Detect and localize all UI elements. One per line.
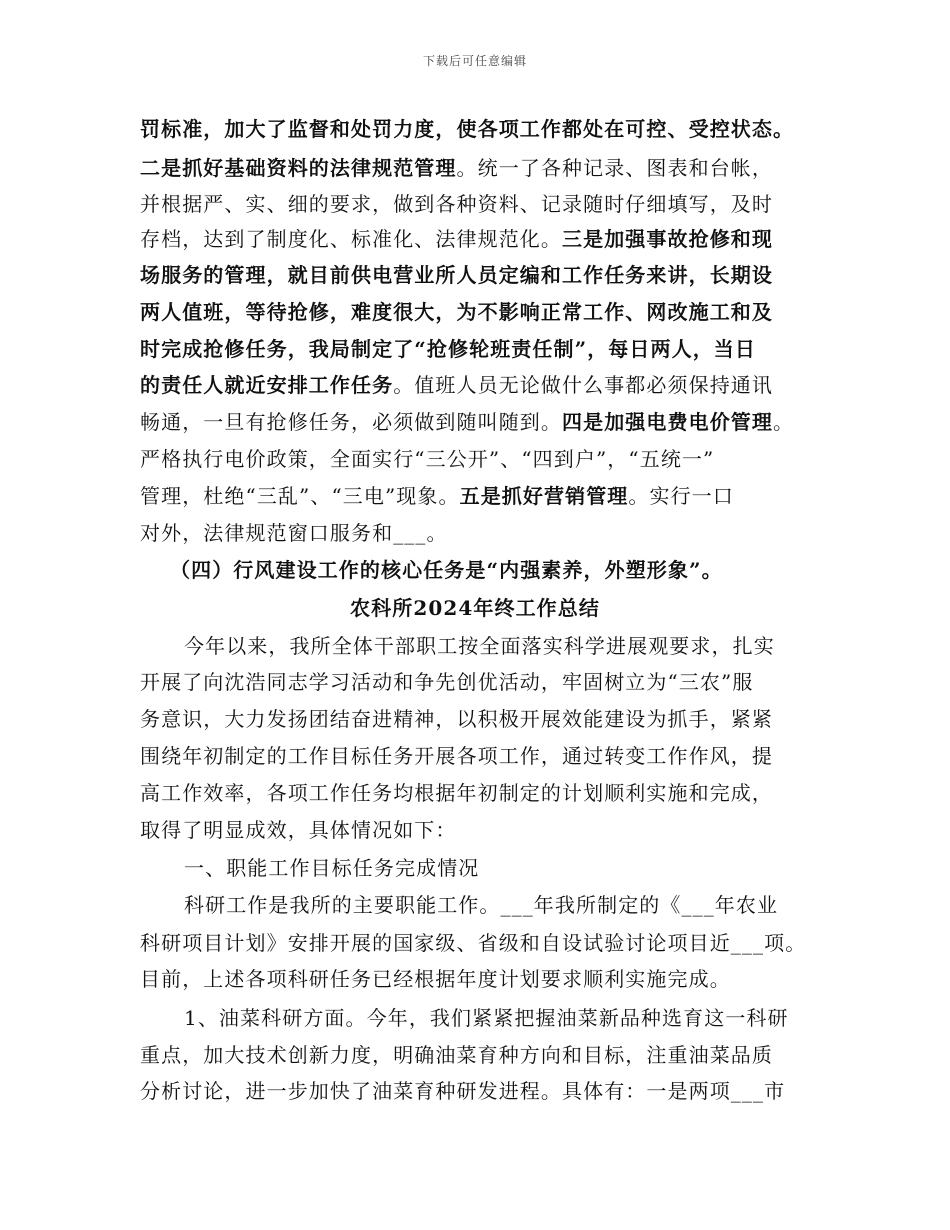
bold-text: 五是抓好营销管理 (459, 484, 629, 508)
text: 。统一了各种记录、图表和台帐， (456, 156, 773, 180)
text: 一、职能工作目标任务完成情况 (184, 856, 480, 880)
text: 。 (773, 410, 795, 434)
text: 。实行一口 (628, 484, 734, 508)
text: 畅通，一旦有抢修任务，必须做到随叫随到。 (140, 410, 562, 434)
text: 重点，加大技术创新力度，明确油菜育种方向和目标，注重油菜品质 (140, 1043, 773, 1067)
text-line (140, 890, 778, 920)
text: 科研项目计划》安排开展的国家级、省级和自设试验讨论项目近___项。 (140, 931, 807, 955)
text: 并根据严、实、细的要求，做到各种资料、记录随时仔细填写，及时 (140, 192, 773, 216)
text: 科研工作是我所的主要职能工作。___年我所制定的《___年农业 (184, 893, 779, 917)
text-line (140, 297, 773, 327)
text-line (140, 334, 756, 364)
text-line (140, 741, 773, 771)
text-line (140, 189, 773, 219)
bold-text: 两人值班，等待抢修，难度很大，为不影响正常工作、网改施工和及 (140, 300, 773, 324)
text: 开展了向沈浩同志学习活动和争先创优活动，牢固树立为“三农”服 (140, 670, 754, 694)
bold-text: 农科所2024年终工作总结 (350, 596, 600, 620)
bold-text: 时完成抢修任务，我局制定了“抢修轮班责任制”，每日两人，当日 (140, 337, 757, 361)
text: 今年以来，我所全体干部职工按全面落实科学进展观要求，扎实 (184, 634, 775, 658)
text: 围绕年初制定的工作目标任务开展各项工作，通过转变工作作风，提 (140, 744, 773, 768)
document-title (0, 593, 950, 623)
text-line (140, 1003, 789, 1033)
header-note: 下载后可任意编辑 (422, 54, 527, 68)
text-line (140, 224, 773, 254)
text: 目前，上述各项科研任务已经根据年度计划要求顺利实施完成。 (140, 967, 731, 991)
bold-text: 二是抓好基础资料的法律规范管理 (140, 156, 457, 180)
text: 。值班人员无论做什么事都必须保持通讯 (393, 373, 774, 397)
text-line (140, 444, 714, 474)
text-line (140, 1040, 773, 1070)
text-line (140, 853, 479, 883)
text: 存档，达到了制度化、标准化、法律规范化。 (140, 227, 562, 251)
text-line (140, 964, 731, 994)
text-line (140, 928, 806, 958)
text: 对外，法律规范窗口服务和___。 (140, 521, 448, 545)
text: 分析讨论，进一步加快了油菜育种研发进程。具体有：一是两项___市 (140, 1079, 786, 1103)
bold-text: 罚标准，加大了监督和处罚力度，使各项工作都处在可控、受控状态。 (140, 117, 795, 141)
bold-text: 三是加强事故抢修和现 (562, 227, 773, 251)
text-line (140, 114, 794, 144)
bold-text: 四是加强电费电价管理 (562, 410, 773, 434)
text-line (140, 667, 753, 697)
text-line (140, 407, 794, 437)
bold-text: （四）行风建设工作的核心任务是“内强素养，外塑形象”。 (170, 558, 723, 582)
bold-text: 的责任人就近安排工作任务 (140, 373, 394, 397)
text-line (140, 815, 457, 845)
text-line (140, 260, 773, 290)
text-line (140, 481, 734, 511)
text-line (140, 631, 775, 661)
text-line (140, 153, 773, 183)
text: 1、油菜科研方面。今年，我们紧紧把握油菜新品种选育这一科研 (184, 1006, 789, 1030)
text-line (140, 778, 773, 808)
text-line (140, 370, 773, 400)
bold-text: 场服务的管理，就目前供电营业所人员定编和工作任务来讲，长期设 (140, 263, 773, 287)
text: 取得了明显成效，具体情况如下： (140, 818, 457, 842)
text: 高工作效率，各项工作任务均根据年初制定的计划顺利实施和完成， (140, 781, 773, 805)
text-line (140, 704, 773, 734)
text: 务意识，大力发扬团结奋进精神，以积极开展效能建设为抓手，紧紧 (140, 707, 773, 731)
text: 严格执行电价政策，全面实行“三公开”、“四到户”，“五统一” (140, 447, 715, 471)
text-line (140, 555, 723, 585)
text-line (140, 518, 448, 548)
text: 管理，杜绝“三乱”、“三电”现象。 (140, 484, 460, 508)
text-line (140, 1076, 785, 1106)
